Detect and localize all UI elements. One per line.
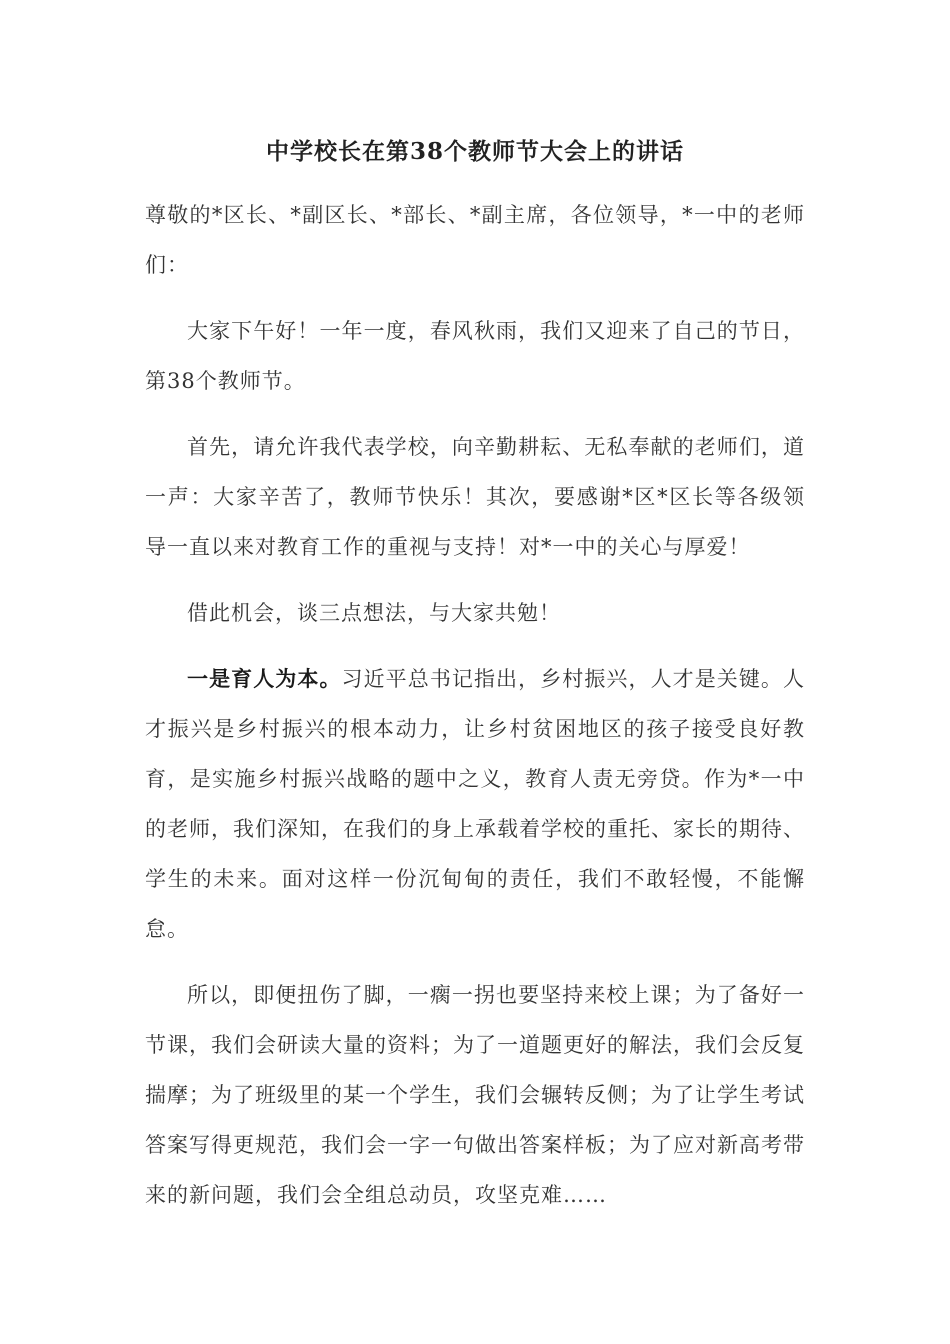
examples-paragraph: 所以，即便扭伤了脚，一瘸一拐也要坚持来校上课；为了备好一节课，我们会研读大量的资料；为了一道题更好的解法，我们会反复揣摩；为了班级里的某一个学生，我们会辗转反侧；为了让学生考试答案写得更规范，我们会一字一句做出答案样板；为了应对新高考带来的新问题，我们会全组总动员，攻坚克难……: [145, 983, 805, 1207]
point-one-heading: 一是育人为本。: [187, 666, 342, 691]
intro-paragraph: 借此机会，谈三点想法，与大家共勉！: [187, 601, 561, 625]
point-one-paragraph: [145, 654, 805, 954]
thanks-paragraph: 首先，请允许我代表学校，向辛勤耕耘、无私奉献的老师们，道一声：大家辛苦了，教师节快乐！其次，要感谢*区*区长等各级领导一直以来对教育工作的重视与支持！对*一中的关心与厚爱！: [145, 435, 805, 559]
document-title: 中学校长在第38个教师节大会上的讲话: [265, 138, 684, 165]
greeting-paragraph: 大家下午好！一年一度，春风秋雨，我们又迎来了自己的节日，第38个教师节。: [145, 319, 805, 393]
document-body: [145, 190, 805, 1220]
point-one-text: 习近平总书记指出，乡村振兴，人才是关键。人才振兴是乡村振兴的根本动力，让乡村贫困地区的孩子接受良好教育，是实施乡村振兴战略的题中之义，教育人责无旁贷。作为*一中的老师，我们深知，在我们的身上承载着学校的重托、家长的期待、学生的未来。面对这样一份沉甸甸的责任，我们不敢轻慢，不能懈怠。: [145, 667, 806, 941]
salutation-paragraph: 尊敬的*区长、*副区长、*部长、*副主席，各位领导，*一中的老师们：: [145, 203, 805, 277]
